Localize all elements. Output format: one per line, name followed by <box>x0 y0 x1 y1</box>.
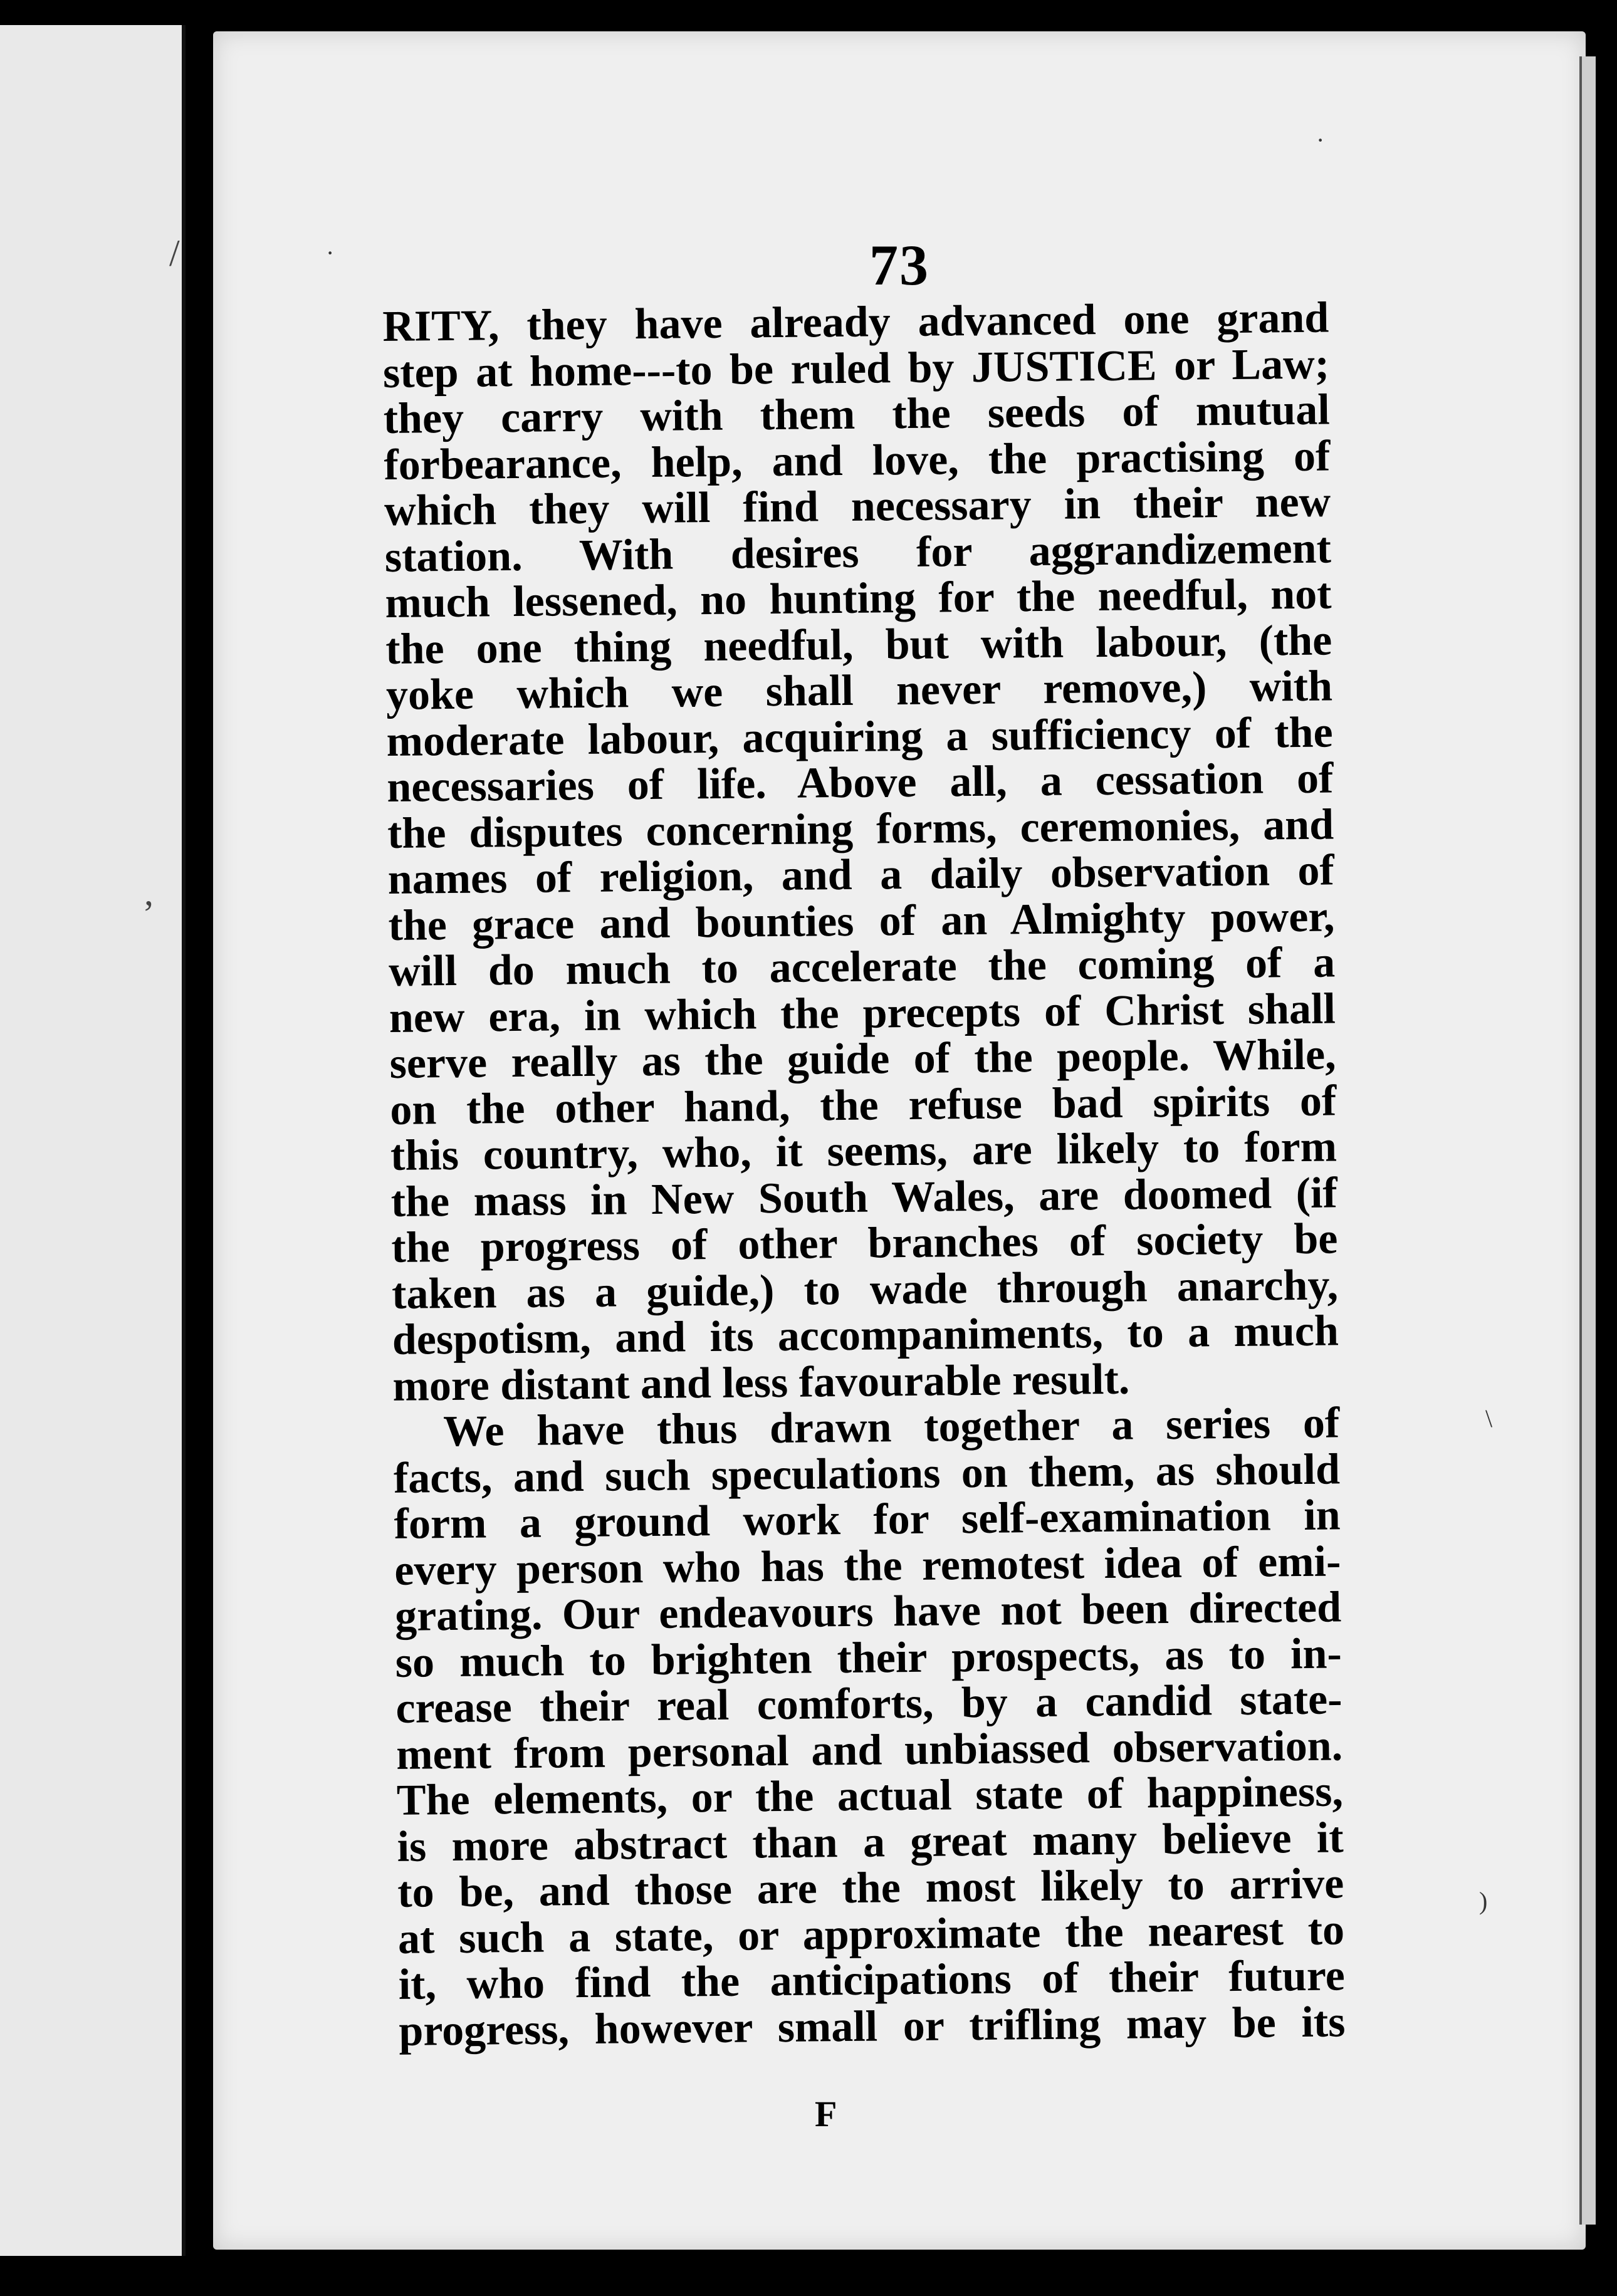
text-line: to be, and those are the most likely to arrive <box>397 1859 1344 1917</box>
text-line: ment from personal and unbiassed observation. <box>395 1721 1343 1779</box>
print-speck: \ <box>1485 1404 1493 1432</box>
text-line: taken as a guide,) to wade through anarchy, <box>391 1260 1339 1318</box>
text-line: grating. Our endeavours have not been directed <box>394 1583 1342 1641</box>
text-line: they carry with them the seeds of mutual <box>383 385 1331 443</box>
text-line: names of religion, and a daily observation of <box>387 846 1335 904</box>
text-line: progress, however small or trifling may be its <box>399 1997 1346 2055</box>
text-line: serve really as the guide of the people. While, <box>389 1030 1336 1088</box>
facing-page <box>0 25 186 2256</box>
text-line: facts, and such speculations on them, as should <box>393 1444 1341 1503</box>
text-line: form a ground work for self-examination in <box>394 1491 1341 1548</box>
text-line: despotism, and its accompaniments, to a much <box>392 1307 1339 1364</box>
text-line: at such a state, or approximate the nearest to <box>397 1905 1345 1963</box>
text-line: is more abstract than a great many believe it <box>397 1813 1344 1871</box>
page-edge-mark: , <box>144 872 154 913</box>
text-line: We have thus drawn together a series of <box>442 1399 1340 1456</box>
text-line: station. With desires for aggrandizement <box>384 523 1332 582</box>
page-edge-mark: / <box>169 232 180 274</box>
text-line: much lessened, no hunting for the needful, not <box>385 570 1332 627</box>
text-line: the grace and bounties of an Almighty power, <box>388 892 1335 950</box>
text-line: the one thing needful, but with labour, (the <box>385 615 1332 674</box>
text-line: yoke which we shall never remove,) with <box>385 662 1333 719</box>
page-number: 73 <box>869 233 929 297</box>
text-line: more distant and less favourable result. <box>392 1355 1130 1411</box>
text-line: the mass in New South Wales, are doomed (if <box>390 1168 1338 1226</box>
text-line: will do much to accelerate the coming of a <box>388 938 1336 996</box>
text-line: it, who find the anticipations of their future <box>398 1951 1346 2009</box>
text-line: The elements, or the actual state of happiness, <box>396 1767 1344 1825</box>
page-edge-shadow <box>1579 56 1596 2225</box>
print-speck: ) <box>1479 1887 1488 1915</box>
text-line: so much to brighten their prospects, as to in- <box>395 1629 1342 1687</box>
print-speck: · <box>1316 126 1325 154</box>
text-line: necessaries of life. Above all, a cessation of <box>387 754 1334 811</box>
text-line: every person who has the remotest idea of emi- <box>394 1537 1341 1595</box>
signature-mark: F <box>815 2094 837 2134</box>
text-line: on the other hand, the refuse bad spirits of <box>389 1076 1337 1134</box>
text-line: which they will find necessary in their new <box>384 477 1331 535</box>
text-line: crease their real comforts, by a candid state- <box>395 1675 1342 1733</box>
text-line: step at home---to be ruled by JUSTICE or Law; <box>382 340 1330 397</box>
text-line: the progress of other branches of society be <box>391 1214 1338 1272</box>
text-line: the disputes concerning forms, ceremonies, and <box>387 800 1334 858</box>
text-line: this country, who, it seems, are likely to form <box>390 1122 1337 1180</box>
text-line: RITY, they have already advanced one grand <box>382 293 1329 351</box>
text-line: moderate labour, acquiring a sufficiency of the <box>386 707 1334 766</box>
text-line: forbearance, help, and love, the practising of <box>384 431 1331 489</box>
text-line: new era, in which the precepts of Christ shall <box>389 984 1336 1042</box>
body-text <box>382 295 1346 2054</box>
print-speck: · <box>326 239 335 267</box>
